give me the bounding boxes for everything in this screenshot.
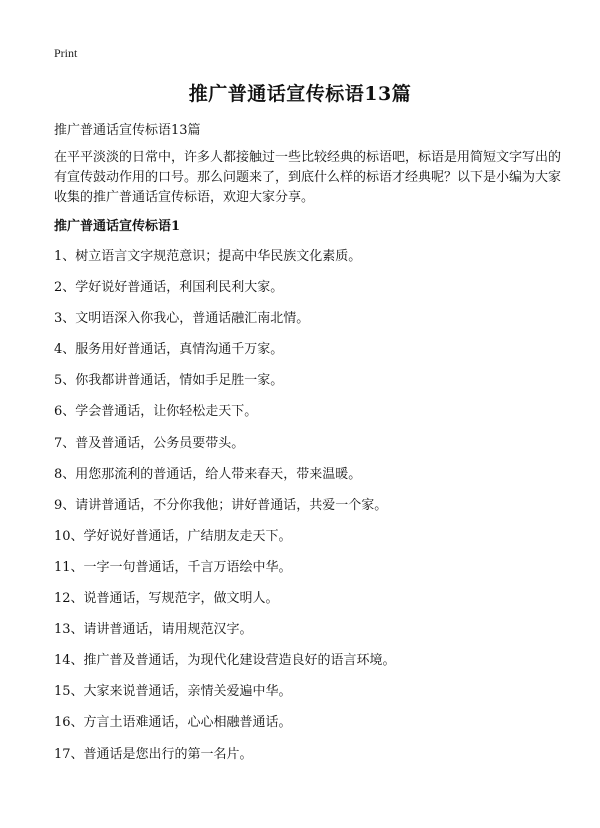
slogan-item: 15、大家来说普通话，亲情关爱遍中华。 [54,684,292,700]
section-heading: 推广普通话宣传标语1 [54,219,181,234]
slogan-item: 11、一字一句普通话，千言万语绘中华。 [54,559,292,575]
slogan-item: 5、你我都讲普通话，情如手足胜一家。 [54,373,284,389]
slogan-item: 6、学会普通话，让你轻松走天下。 [54,404,258,420]
slogan-item: 4、服务用好普通话，真情沟通千万家。 [54,342,284,358]
slogan-item: 10、学好说好普通话，广结朋友走天下。 [54,528,292,544]
slogan-item: 8、用您那流利的普通话，给人带来春天，带来温暖。 [54,466,362,482]
print-link[interactable]: Print [54,46,78,60]
intro-paragraph: 在平平淡淡的日常中，许多人都接触过一些比较经典的标语吧，标语是用简短文字写出的有宣传鼓动作用的口号。那么问题来了，到底什么样的标语才经典呢？以下是小编为大家收集的推广普通话宣传标语，欢迎大家分享。 [54,150,562,205]
document-title: 推广普通话宣传标语13篇 [188,83,412,105]
slogan-item: 2、学好说好普通话，利国利民利大家。 [54,280,284,296]
slogan-item: 3、文明语深入你我心，普通话融汇南北情。 [54,311,310,327]
document-subtitle: 推广普通话宣传标语13篇 [54,123,201,138]
slogan-item: 7、普及普通话，公务员要带头。 [54,435,245,451]
slogan-item: 16、方言土语难通话，心心相融普通话。 [54,715,292,731]
slogan-item: 1、树立语言文字规范意识；提高中华民族文化素质。 [54,249,362,264]
slogan-item: 14、推广普及普通话，为现代化建设营造良好的语言环境。 [54,653,396,669]
slogan-item: 9、请讲普通话，不分你我他；讲好普通话，共爱一个家。 [54,497,388,513]
slogan-list [54,247,396,776]
slogan-item: 13、请讲普通话，请用规范汉字。 [54,622,253,638]
slogan-item: 12、说普通话，写规范字，做文明人。 [54,591,279,607]
slogan-item: 17、普通话是您出行的第一名片。 [54,746,253,762]
